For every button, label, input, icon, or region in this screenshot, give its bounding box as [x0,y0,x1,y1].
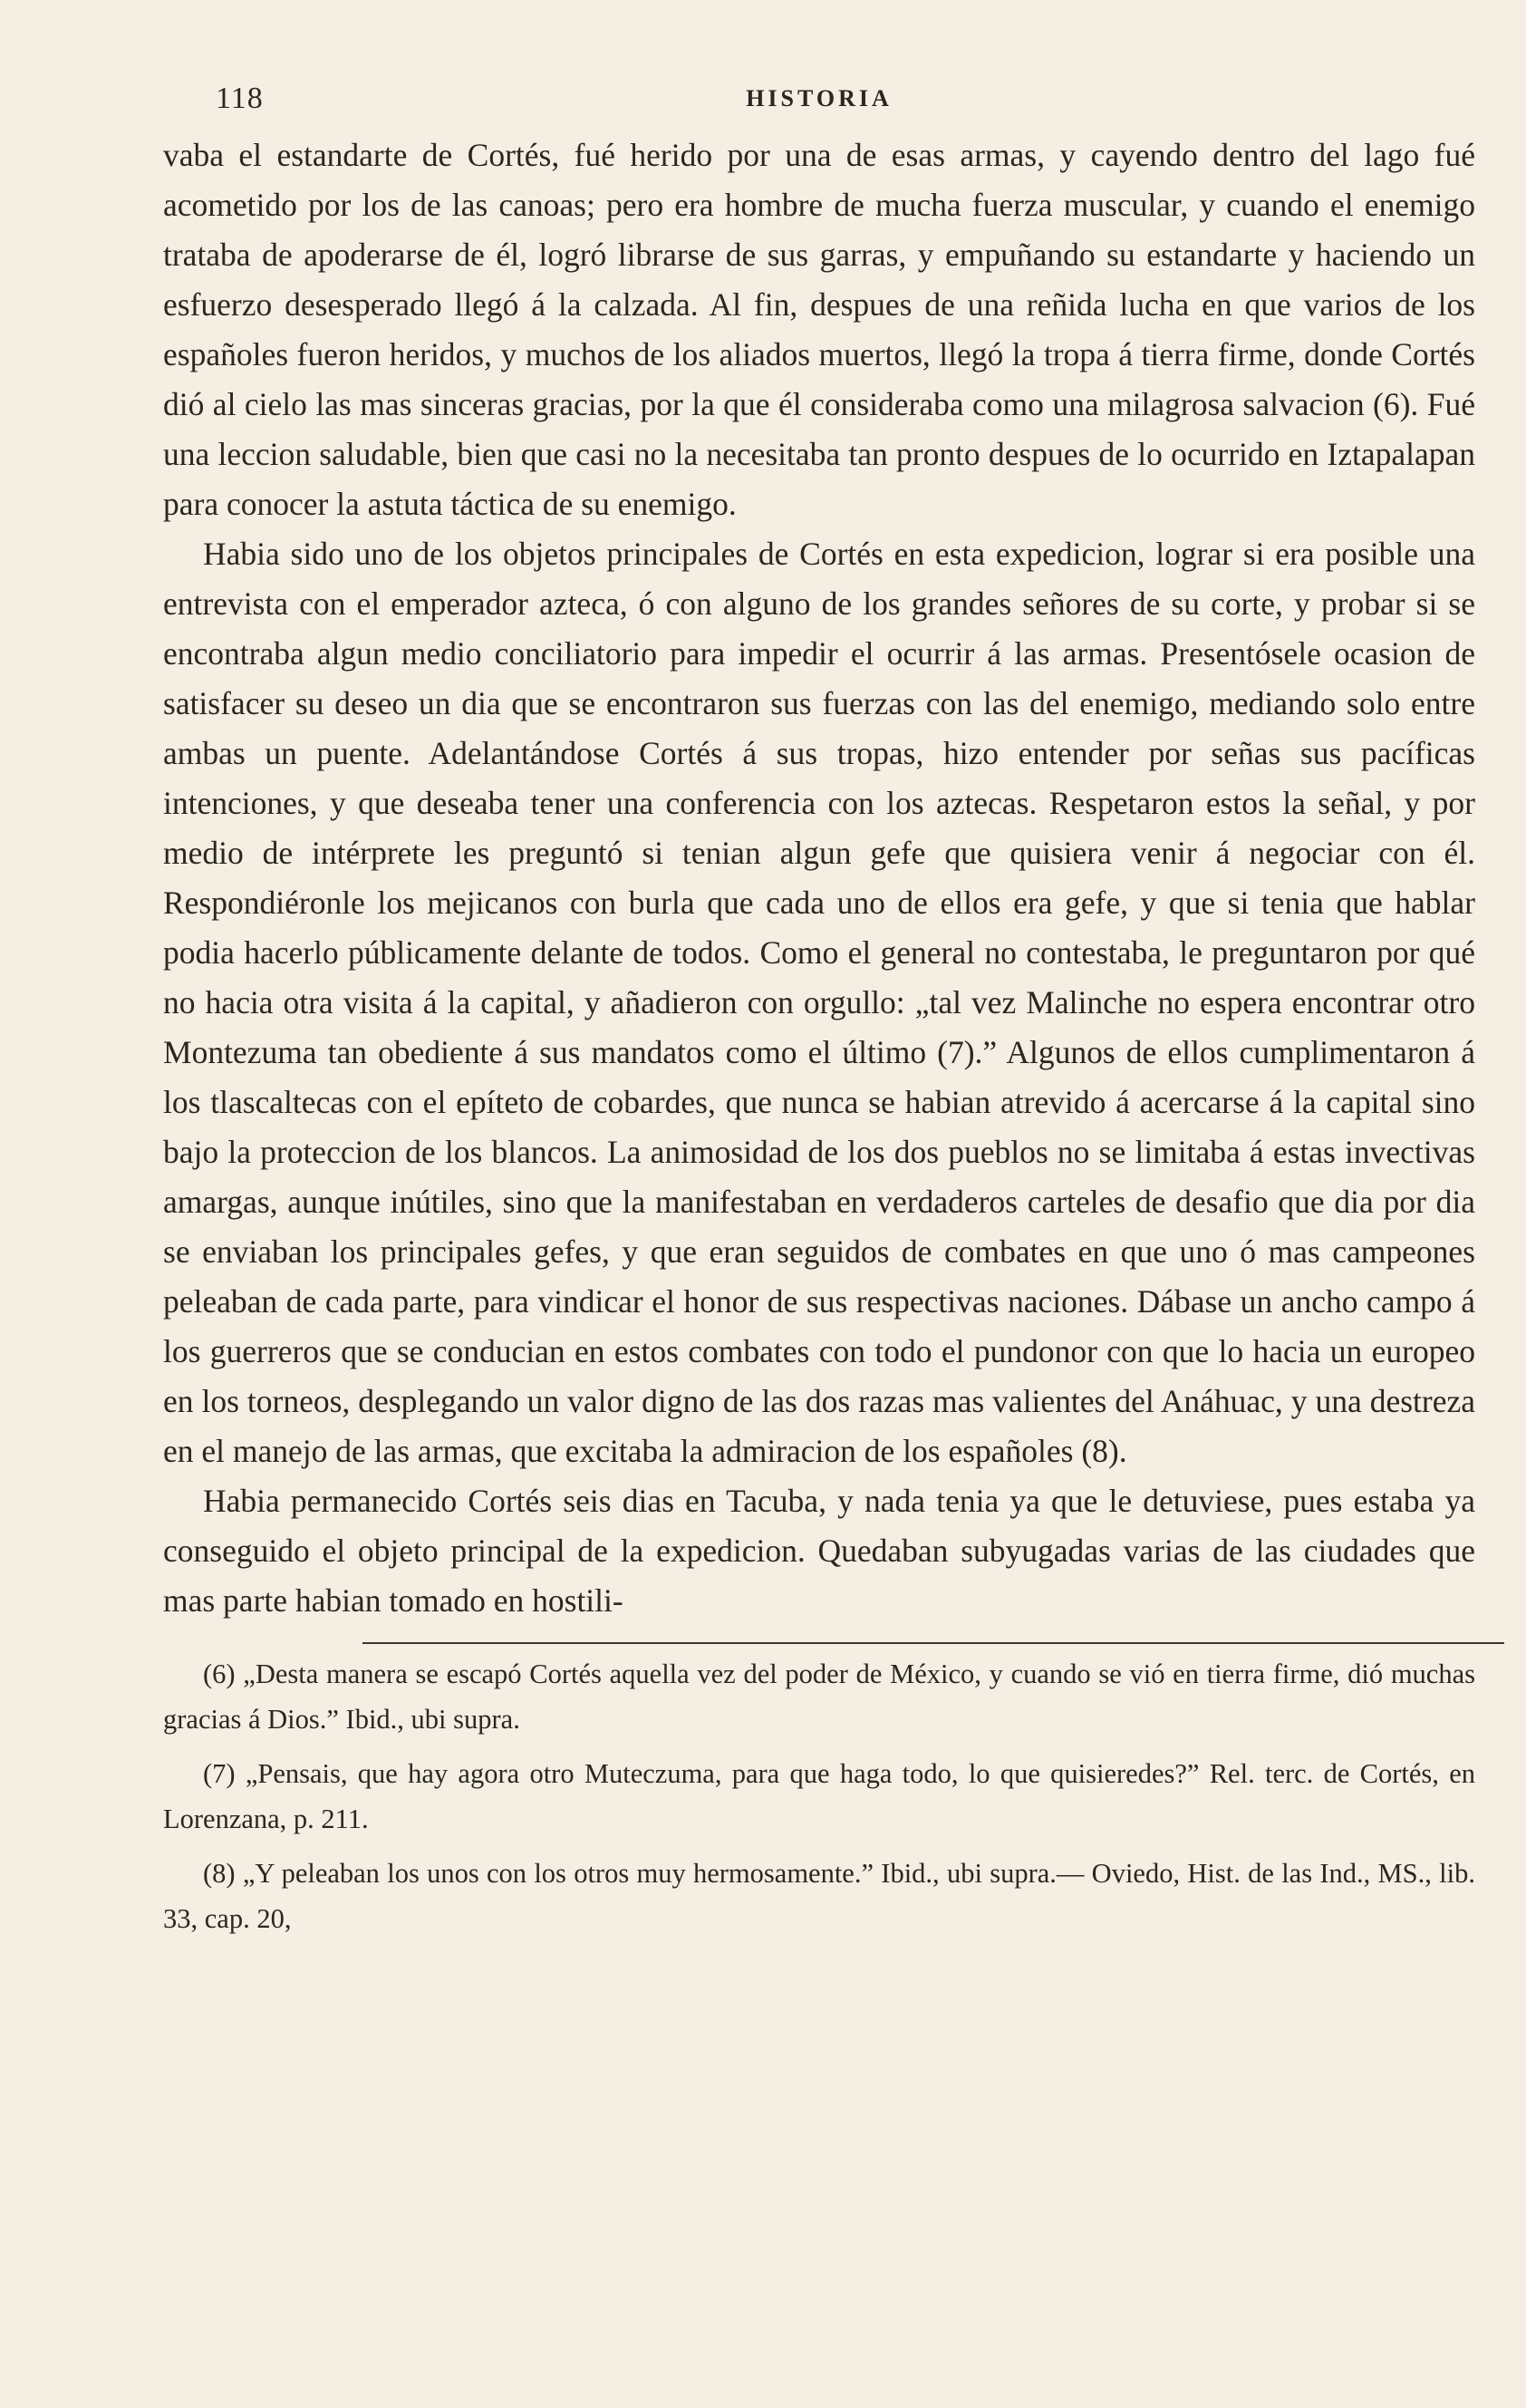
book-page [163,82,1475,1950]
footnote-8: (8) „Y peleaban los unos con los otros muy hermosamente.” Ibid., ubi supra.— Oviedo, Hist. de las Ind., MS., lib. 33, cap. 20, [163,1858,1475,1934]
running-title: HISTORIA [746,85,893,111]
footnotes [163,1651,1475,1941]
page-number: 118 [216,82,264,115]
paragraph-2: Habia sido uno de los objetos principales de Cortés en esta expedicion, lograr si era posible una entrevista con el emperador azteca, ó con alguno de los grandes señores de su corte, y probar si se encontraba algun medio conciliatorio para impedir el ocurrir á las armas. Presentósele ocasion de satisfacer su deseo un dia que se encontraron sus fuerzas con las del enemigo, mediando solo entre ambas un puente. Adelantándose Cortés á sus tropas, hizo entender por señas sus pacíficas intenciones, y que deseaba tener una conferencia con los aztecas. Respetaron estos la señal, y por medio de intérprete les preguntó si tenian algun gefe que quisiera venir á negociar con él. Respondiéronle los mejicanos con burla que cada uno de ellos era gefe, y que si tenia que hablar podia hacerlo públicamente delante de todos. Como el general no contestaba, le preguntaron por qué no hacia otra visita á la capital, y añadieron con orgullo: „tal vez Malinche no espera encontrar otro Montezuma tan obediente á sus mandatos como el último (7).” Algunos de ellos cumplimentaron á los tlascaltecas con el epíteto de cobardes, que nunca se habian atrevido á acercarse á la capital sino bajo la proteccion de los blancos. La animosidad de los dos pueblos no se limitaba á estas invectivas amargas, aunque inútiles, sino que la manifestaban en verdaderos carteles de desafio que dia por dia se enviaban los principales gefes, y que eran seguidos de combates en que uno ó mas campeones peleaban de cada parte, para vindicar el honor de sus respectivas naciones. Dábase un ancho campo á los guerreros que se conducian en estos combates con todo el pundonor con que lo hacia un europeo en los torneos, desplegando un valor digno de las dos razas mas valientes del Anáhuac, y una destreza en el manejo de las armas, que excitaba la admiracion de los españoles (8). [163,536,1475,1469]
footnote-6: (6) „Desta manera se escapó Cortés aquella vez del poder de México, y cuando se vió en tierra firme, dió muchas gracias á Dios.” Ibid., ubi supra. [163,1659,1475,1735]
running-head [163,82,1475,123]
footnote-rule [362,1642,1504,1644]
main-text [163,131,1475,1626]
paragraph-1: vaba el estandarte de Cortés, fué herido por una de esas armas, y cayendo dentro del lago fué acometido por los de las canoas; pero era hombre de mucha fuerza muscular, y cuando el enemigo trataba de apoderarse de él, logró librarse de sus garras, y empuñando su estandarte y haciendo un esfuerzo desesperado llegó á la calzada. Al fin, despues de una reñida lucha en que varios de los españoles fueron heridos, y muchos de los aliados muertos, llegó la tropa á tierra firme, donde Cortés dió al cielo las mas sinceras gracias, por la que él consideraba como una milagrosa salvacion (6). Fué una leccion saludable, bien que casi no la necesitaba tan pronto despues de lo ocurrido en Iztapalapan para conocer la astuta táctica de su enemigo. [163,137,1475,522]
footnote-7: (7) „Pensais, que hay agora otro Muteczuma, para que haga todo, lo que quisieredes?” Rel. terc. de Cortés, en Lorenzana, p. 211. [163,1758,1475,1834]
paragraph-3: Habia permanecido Cortés seis dias en Tacuba, y nada tenia ya que le detuviese, pues estaba ya conseguido el objeto principal de la expedicion. Quedaban subyugadas varias de las ciudades que mas parte habian tomado en hostili- [163,1483,1475,1619]
